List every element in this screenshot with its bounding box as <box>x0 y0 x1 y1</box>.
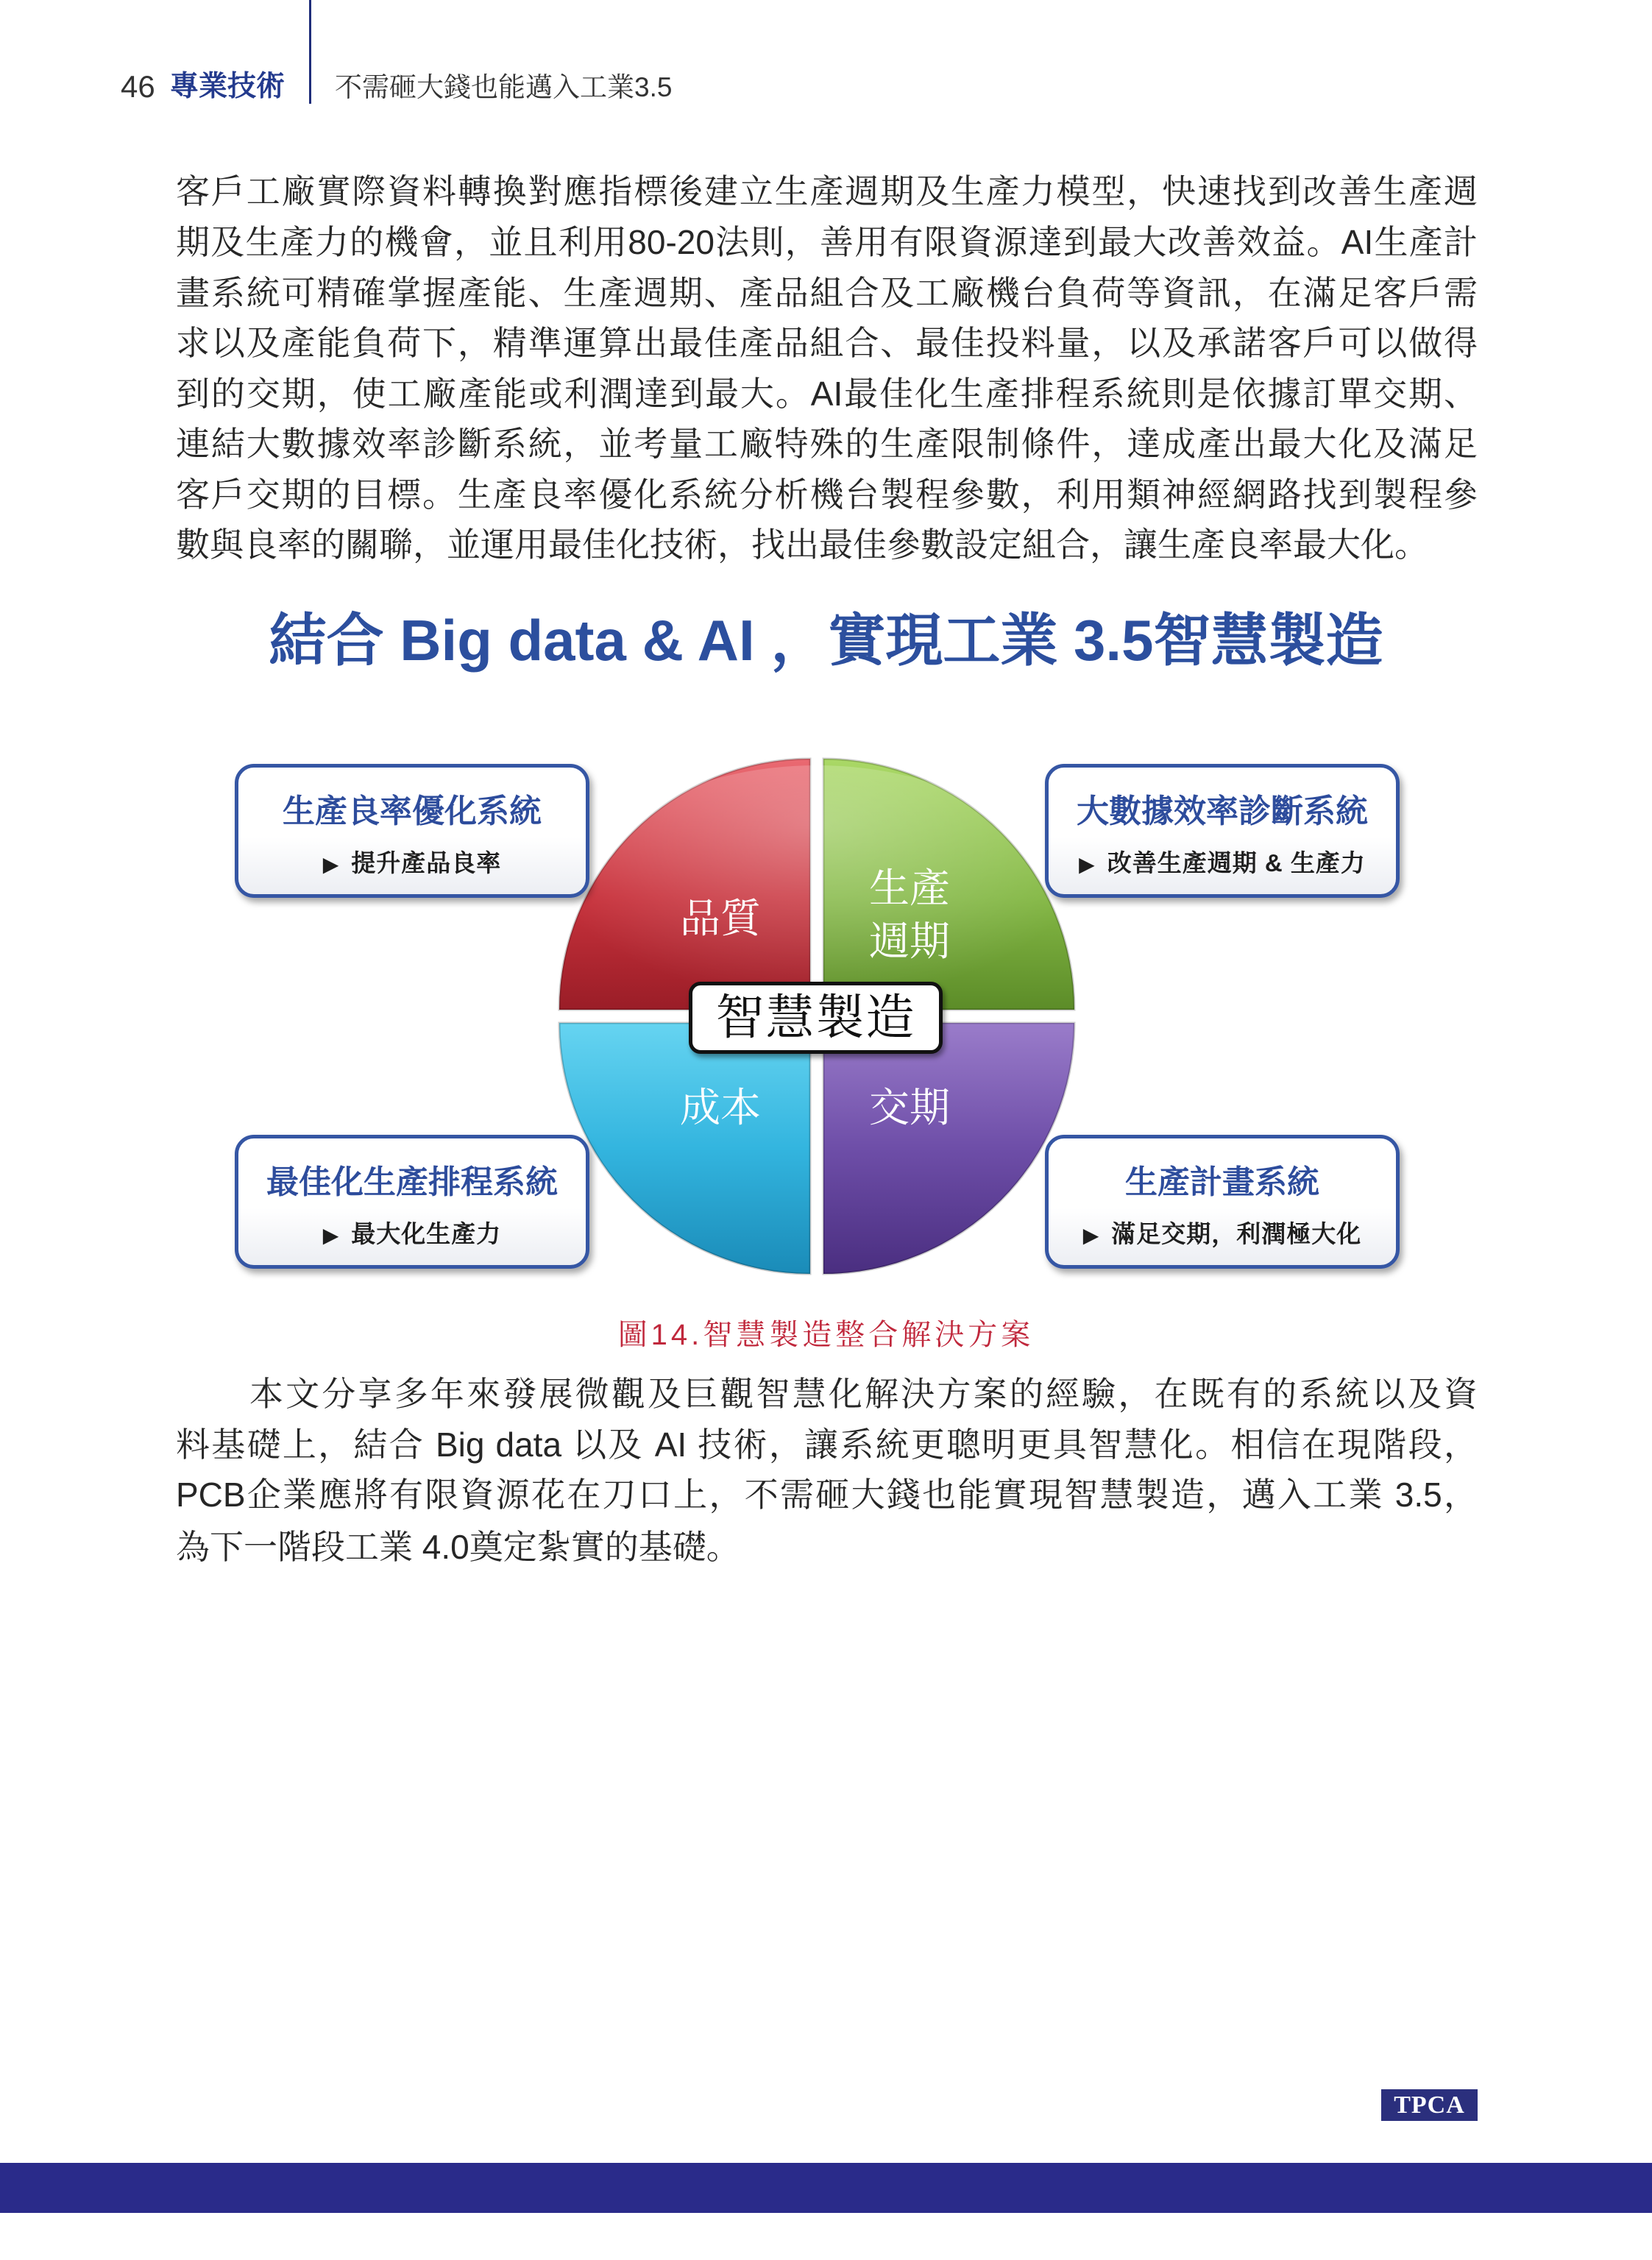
paragraph-line: 客戶交期的目標。生產良率優化系統分析機台製程參數，利用類神經網路找到製程參 <box>176 475 1478 514</box>
triangle-right-icon: ▶ <box>322 1224 340 1247</box>
quadrant-delivery-label: 交期 <box>868 1085 951 1130</box>
system-subtitle-text: 最大化生產力 <box>351 1220 502 1247</box>
triangle-right-icon: ▶ <box>1079 853 1096 876</box>
system-title: 大數據效率診斷系統 <box>1077 793 1368 829</box>
header-divider <box>309 0 311 104</box>
paragraph-line: 畫系統可精確掌握產能、生產週期、產品組合及工廠機台負荷等資訊，在滿足客戶需 <box>176 274 1478 312</box>
system-title: 最佳化生產排程系統 <box>266 1164 558 1200</box>
quadrant-delivery <box>823 1023 1074 1274</box>
system-box-production-planning <box>1045 1135 1400 1269</box>
system-subtitle-text: 滿足交期，利潤極大化 <box>1111 1220 1362 1247</box>
system-box-scheduling <box>235 1135 589 1269</box>
paragraph-line: 數與良率的關聯，並運用最佳化技術，找出最佳參數設定組合，讓生產良率最大化。 <box>176 525 1428 564</box>
figure-caption: 圖14.智慧製造整合解決方案 <box>617 1319 1035 1351</box>
system-subtitle-text: 改善生產週期 & 生產力 <box>1107 849 1366 876</box>
quadrant-cycle-time-label: 生產 <box>868 865 951 911</box>
paragraph-line: 到的交期，使工廠產能或利潤達到最大。AI最佳化生產排程系統則是依據訂單交期、 <box>176 375 1478 413</box>
quadrant-cycle-time-label: 週期 <box>868 918 951 964</box>
footer-band <box>0 2163 1652 2213</box>
paragraph-line: 連結大數據效率診斷系統，並考量工廠特殊的生產限制條件，達成產出最大化及滿足 <box>176 425 1478 463</box>
system-subtitle <box>1049 846 1396 882</box>
paragraph-line: 本文分享多年來發展微觀及巨觀智慧化解決方案的經驗，在既有的系統以及資 <box>249 1375 1478 1413</box>
section-heading: 結合 Big data & AI ，實現工業 3.5智慧製造 <box>269 608 1383 673</box>
system-subtitle <box>1049 1217 1396 1253</box>
tpca-logo: TPCA <box>1381 2089 1478 2121</box>
paragraph-line: 求以及產能負荷下，精準運算出最佳產品組合、最佳投料量，以及承諾客戶可以做得 <box>176 324 1478 362</box>
paragraph-line: 料基礎上，結合 Big data 以及 AI 技術，讓系統更聰明更具智慧化。相信在現階段， <box>176 1425 1478 1464</box>
section-label: 專業技術 <box>170 71 286 102</box>
triangle-right-icon: ▶ <box>322 853 340 876</box>
system-subtitle <box>238 846 586 882</box>
quadrant-cost-label: 成本 <box>679 1085 762 1130</box>
paragraph-line: PCB企業應將有限資源花在刀口上，不需砸大錢也能實現智慧製造，邁入工業 3.5， <box>176 1476 1478 1514</box>
article-title: 不需砸大錢也能邁入工業3.5 <box>335 72 673 102</box>
triangle-right-icon: ▶ <box>1082 1224 1100 1247</box>
system-subtitle <box>238 1217 586 1253</box>
system-box-yield-optimization <box>235 764 589 898</box>
paragraph-line: 期及生產力的機會，並且利用80-20法則，善用有限資源達到最大改善效益。AI生產計 <box>176 223 1478 261</box>
page-number: 46 <box>121 69 155 104</box>
quadrant-quality-label: 品質 <box>679 896 762 941</box>
system-subtitle-text: 提升產品良率 <box>351 849 502 876</box>
center-label-box: 智慧製造 <box>689 982 943 1054</box>
system-title: 生產良率優化系統 <box>283 793 542 829</box>
quadrant-cost <box>559 1023 810 1274</box>
paragraph-line: 為下一階段工業 4.0奠定紮實的基礎。 <box>176 1528 740 1566</box>
paragraph-line: 客戶工廠實際資料轉換對應指標後建立生產週期及生產力模型，快速找到改善生產週 <box>176 172 1478 210</box>
system-title: 生產計畫系統 <box>1125 1164 1319 1200</box>
system-box-big-data-diagnosis <box>1045 764 1400 898</box>
